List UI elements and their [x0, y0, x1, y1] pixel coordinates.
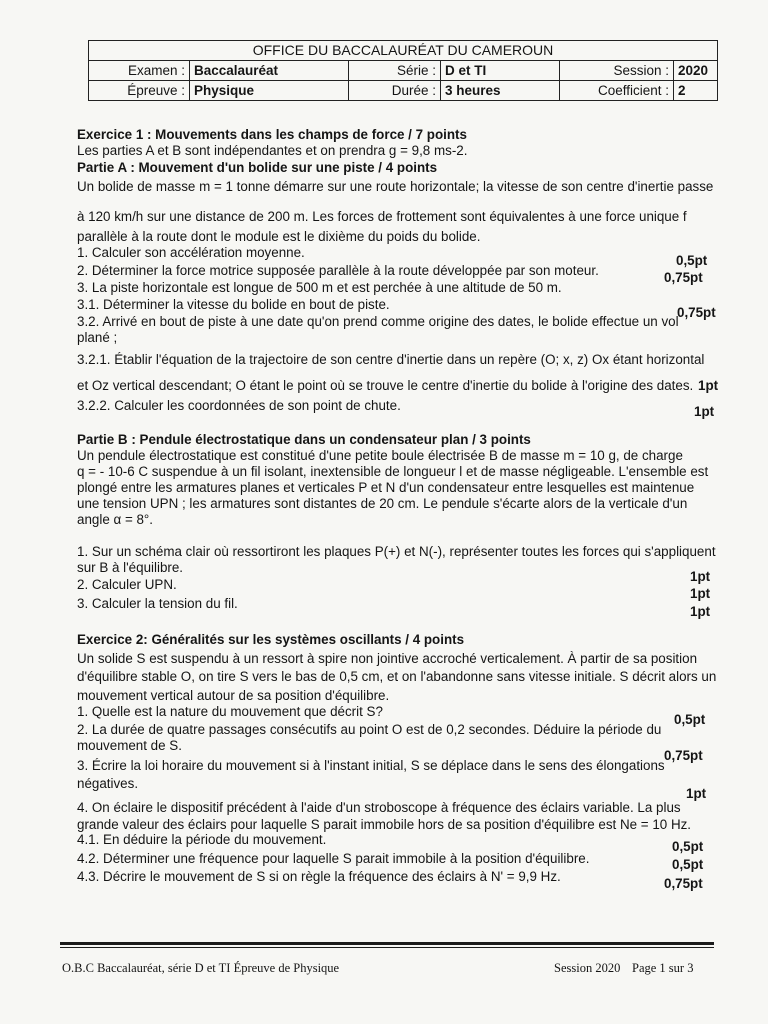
part-a-line-1: Un bolide de masse m = 1 tonne démarre sur une route horizontale; la vitesse de son centre d'inertie passe: [77, 179, 714, 194]
duree-value: 3 heures: [441, 81, 560, 101]
coefficient-value: 2: [674, 81, 718, 101]
footer-left-text: O.B.C Baccalauréat, série D et TI Épreuve de Physique: [62, 961, 340, 975]
session-value: 2020: [674, 61, 718, 81]
epreuve-label: Épreuve :: [89, 81, 190, 101]
part-a-title: Partie A : Mouvement d'un bolide sur une piste / 4 points: [77, 160, 438, 175]
question-a3-2-line-2: plané ;: [77, 330, 118, 345]
question-e2-4-2: 4.2. Déterminer une fréquence pour laquelle S parait immobile à la position d'équilibre.: [77, 851, 590, 866]
question-a3-2-1-line-2: et Oz vertical descendant; O étant le point où se trouve le centre d'inertie du bolide à l'origine des dates.: [77, 378, 694, 393]
footer-session: Session 2020: [554, 961, 621, 975]
question-e2-4-3-points: 0,75pt: [664, 876, 703, 891]
question-e2-3-line-2: négatives.: [77, 776, 139, 791]
duree-label: Durée :: [349, 81, 441, 101]
question-a3-2-1-line-1: 3.2.1. Établir l'équation de la trajectoire de son centre d'inertie dans un repère (O; x, z) Ox étant horizontal: [77, 352, 705, 367]
exercise-1-intro: Les parties A et B sont indépendantes et on prendra g = 9,8 ms-2.: [77, 143, 468, 158]
examen-label: Examen :: [89, 61, 190, 81]
question-b3-points: 1pt: [690, 604, 711, 619]
coefficient-label: Coefficient :: [560, 81, 674, 101]
question-b1-line-2: sur B à l'équilibre.: [77, 560, 184, 575]
question-a3-1: 3.1. Déterminer la vitesse du bolide en bout de piste.: [77, 297, 390, 312]
question-e2-4-1-points: 0,5pt: [672, 839, 704, 854]
exercise-2-title: Exercice 2: Généralités sur les systèmes oscillants / 4 points: [77, 632, 465, 647]
question-a2-points: 0,75pt: [664, 270, 703, 285]
question-e2-4-3: 4.3. Décrire le mouvement de S si on règle la fréquence des éclairs à N' = 9,9 Hz.: [77, 869, 561, 884]
question-a3: 3. La piste horizontale est longue de 500 m et est perchée à une altitude de 50 m.: [77, 280, 562, 295]
part-a-line-2: à 120 km/h sur une distance de 200 m. Les forces de frottement sont équivalentes à une force unique f: [77, 209, 687, 224]
question-e2-2-line-1: 2. La durée de quatre passages consécutifs au point O est de 0,2 secondes. Déduire la période du: [77, 722, 662, 737]
session-label: Session :: [560, 61, 674, 81]
examen-value: Baccalauréat: [190, 61, 349, 81]
part-b-line-2: q = - 10-6 C suspendue à un fil isolant, inextensible de longueur l et de masse négligeable. L'ensemble est: [77, 464, 709, 479]
exercise-2-line-1: Un solide S est suspendu à un ressort à spire non jointive accroché verticalement. À partir de sa position: [77, 651, 698, 666]
question-a3-2-1-points: 1pt: [698, 378, 719, 393]
exercise-2-line-2: d'équilibre stable O, on tire S vers le bas de 0,5 cm, et on l'abandonne sans vitesse initiale. S décrit alors un: [77, 669, 717, 684]
question-e2-4-line-2: grande valeur des éclairs pour laquelle S parait immobile hors de sa position d'équilibre est Ne = 10 Hz.: [77, 817, 692, 832]
exercise-2-line-3: mouvement vertical autour de sa position d'équilibre.: [77, 688, 390, 703]
footer-page-number: Page 1 sur 3: [632, 961, 694, 975]
question-e2-4-line-1: 4. On éclaire le dispositif précédent à l'aide d'un stroboscope à fréquence des éclairs variable. La plus: [77, 800, 681, 815]
question-e2-3-line-1: 3. Écrire la loi horaire du mouvement si à l'instant initial, S se déplace dans le sens des élongations: [77, 758, 665, 773]
part-b-title: Partie B : Pendule électrostatique dans un condensateur plan / 3 points: [77, 432, 531, 447]
question-b2-points: 1pt: [690, 586, 711, 601]
question-e2-4-2-points: 0,5pt: [672, 857, 704, 872]
question-b3: 3. Calculer la tension du fil.: [77, 596, 238, 611]
question-a3-1-points: 0,75pt: [677, 305, 716, 320]
question-a3-2-2-points: 1pt: [694, 404, 715, 419]
exercise-1-title: Exercice 1 : Mouvements dans les champs de force / 7 points: [77, 127, 467, 142]
header-title: OFFICE DU BACCALAURÉAT DU CAMEROUN: [89, 41, 718, 61]
question-a3-2-line-1: 3.2. Arrivé en bout de piste à une date qu'on prend comme origine des dates, le bolide effectue un vol: [77, 314, 679, 329]
part-b-line-3: plongé entre les armatures planes et verticales P et N d'un condensateur entre lesquelles est maintenue: [77, 480, 695, 495]
question-b1-points: 1pt: [690, 569, 711, 584]
question-a1-points: 0,5pt: [676, 253, 708, 268]
footer-rule-thin: [60, 947, 714, 948]
footer-rule-thick: [60, 942, 714, 945]
part-b-line-4: une tension UPN ; les armatures sont distantes de 20 cm. Le pendule s'écarte alors de la verticale d'un: [77, 496, 688, 511]
question-a3-2-2: 3.2.2. Calculer les coordonnées de son point de chute.: [77, 398, 401, 413]
question-e2-1: 1. Quelle est la nature du mouvement que décrit S?: [77, 704, 383, 719]
serie-label: Série :: [349, 61, 441, 81]
question-a1: 1. Calculer son accélération moyenne.: [77, 245, 305, 260]
part-a-line-3: parallèle à la route dont le module est le dixième du poids du bolide.: [77, 229, 481, 244]
question-a2: 2. Déterminer la force motrice supposée parallèle à la route développée par son moteur.: [77, 263, 599, 278]
part-b-line-5: angle α = 8°.: [77, 512, 154, 527]
part-b-line-1: Un pendule électrostatique est constitué d'une petite boule électrisée B de masse m = 10 g, de charge: [77, 448, 683, 463]
question-b2: 2. Calculer UPN.: [77, 577, 177, 592]
exam-header-table: [88, 40, 718, 101]
question-e2-2-points: 0,75pt: [664, 748, 703, 763]
question-e2-3-points: 1pt: [686, 786, 707, 801]
question-e2-4-1: 4.1. En déduire la période du mouvement.: [77, 832, 327, 847]
question-e2-2-line-2: mouvement de S.: [77, 738, 182, 753]
question-e2-1-points: 0,5pt: [674, 712, 706, 727]
serie-value: D et TI: [441, 61, 560, 81]
question-b1-line-1: 1. Sur un schéma clair où ressortiront les plaques P(+) et N(-), représenter toutes les forces qui s'appliquent: [77, 544, 716, 559]
epreuve-value: Physique: [190, 81, 349, 101]
